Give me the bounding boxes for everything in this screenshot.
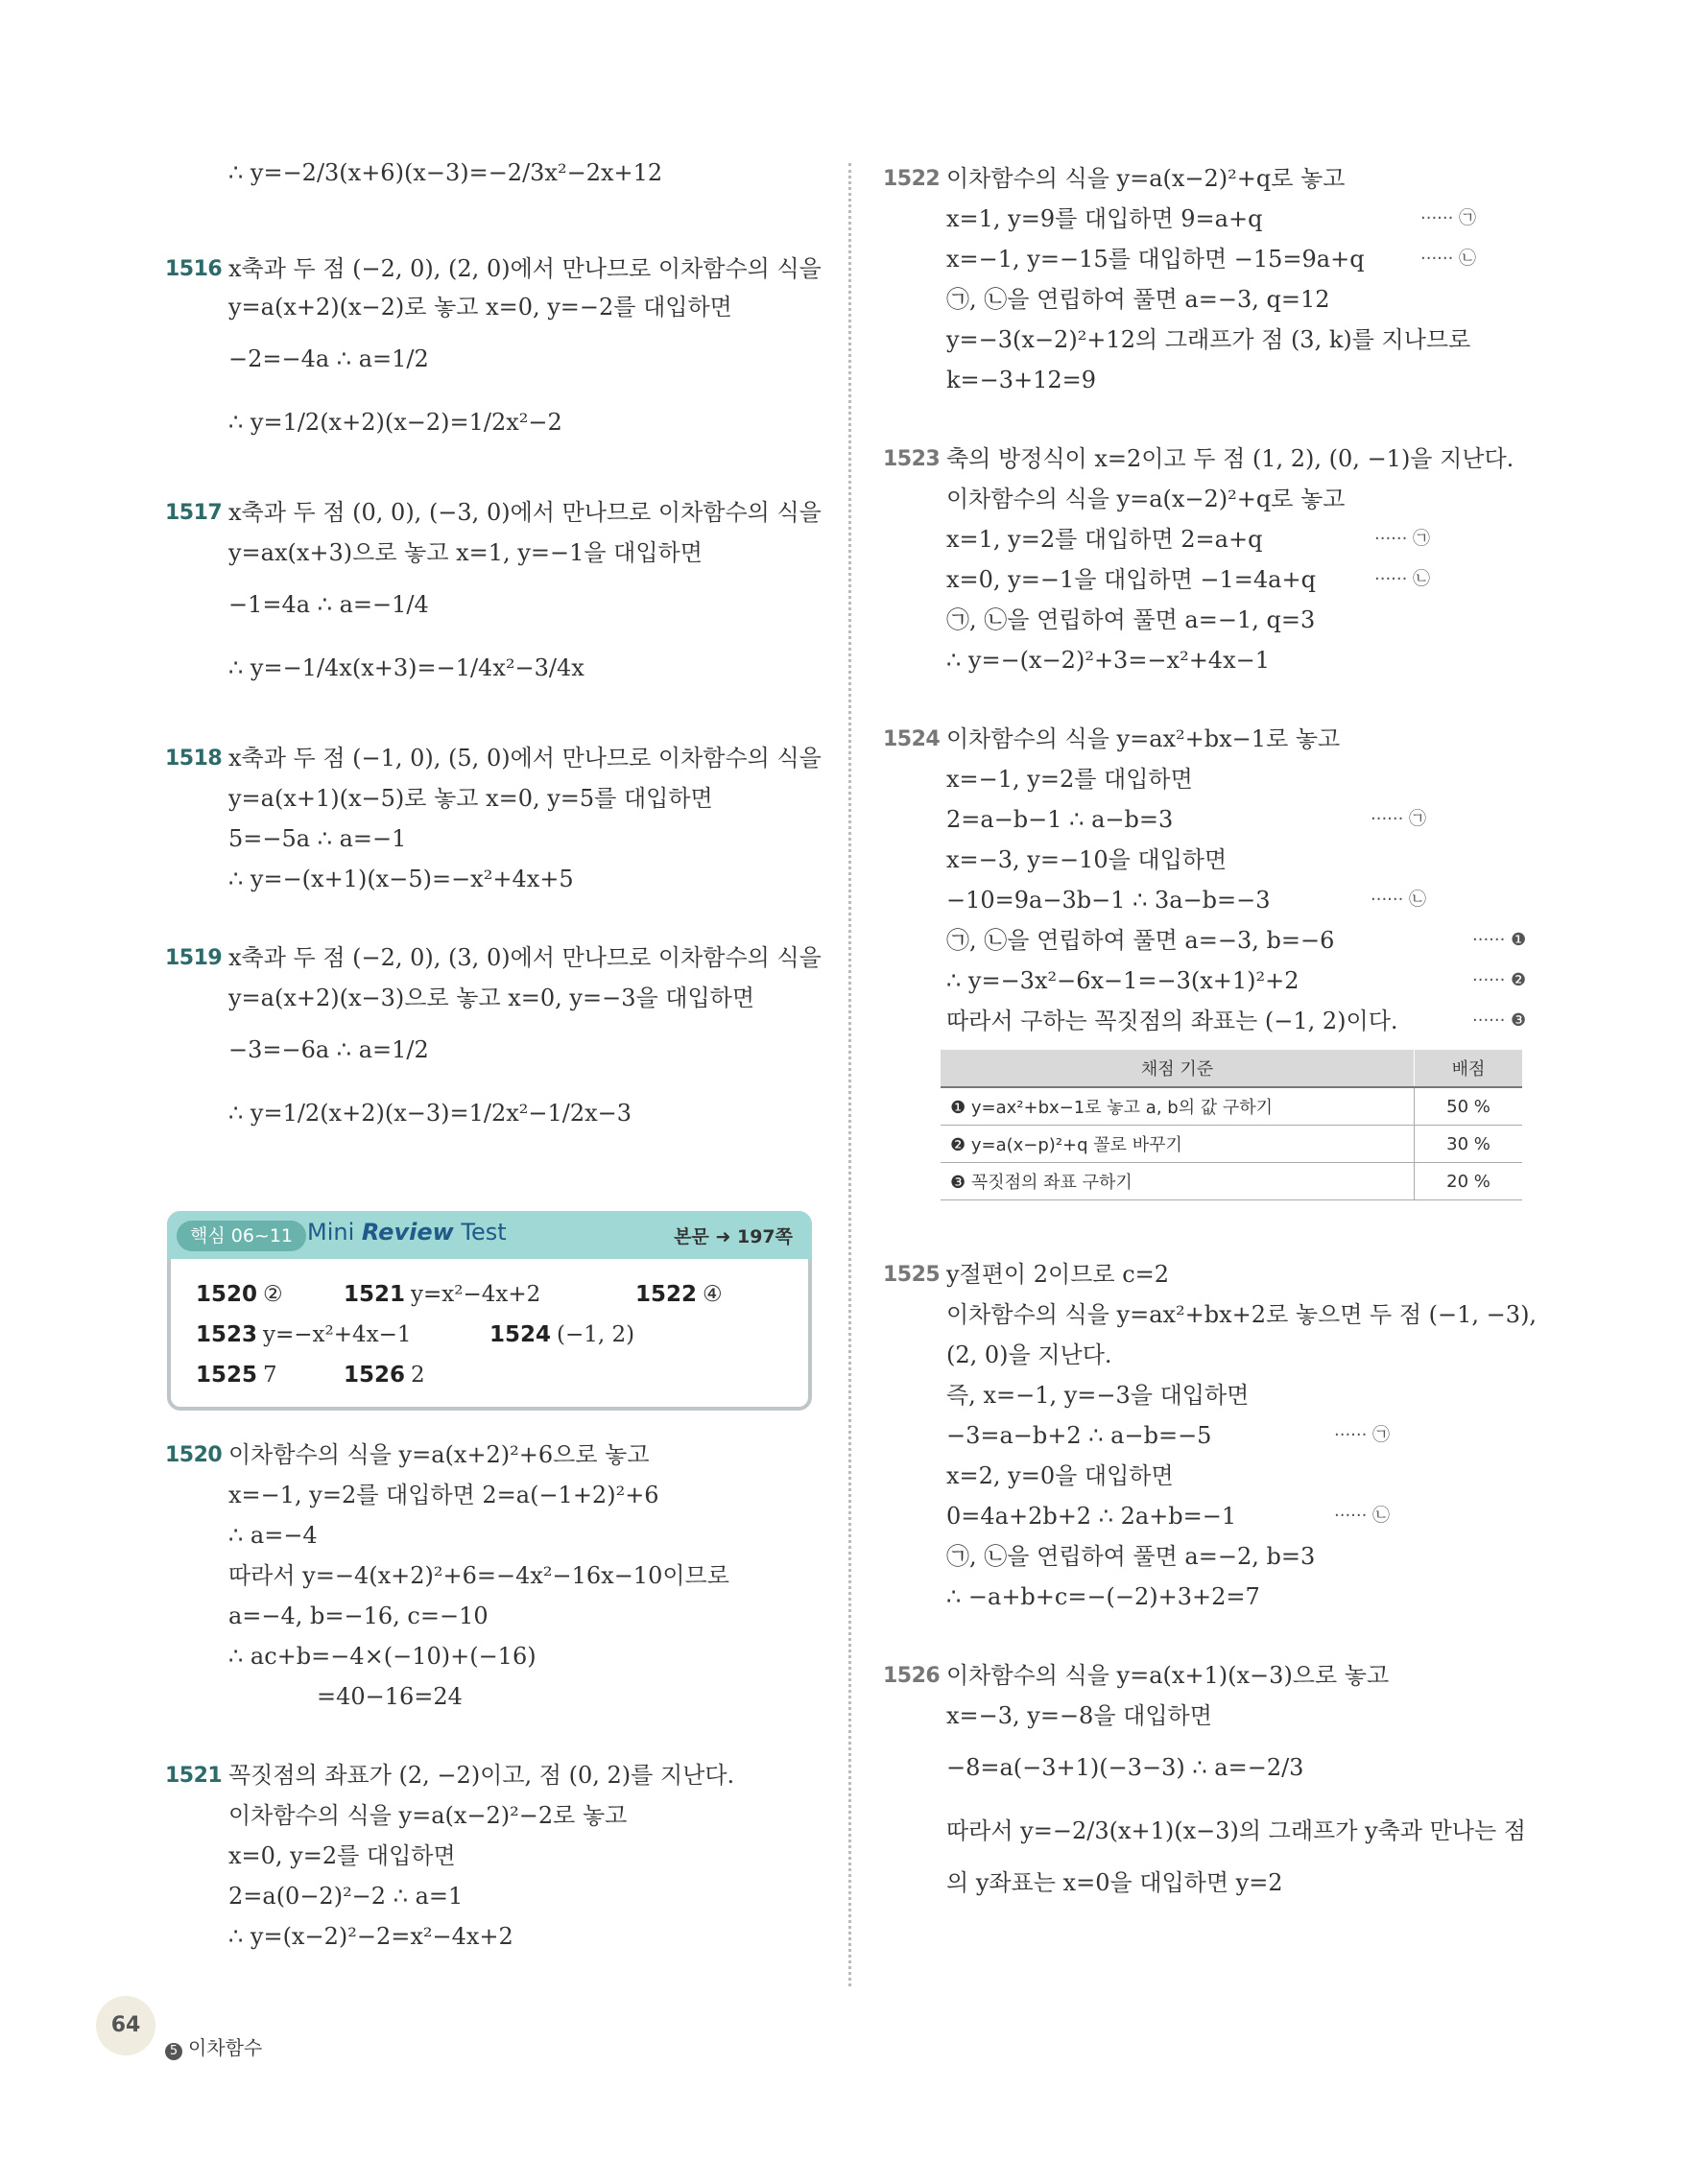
solution-line: ㉠, ㉡을 연립하여 풀면 a=−3, b=−6	[946, 927, 1335, 954]
grading-header-score: 배점	[1415, 1050, 1523, 1087]
solution-line: 이차함수의 식을 y=a(x+2)²+6으로 놓고	[228, 1441, 650, 1468]
problem-number: 1525	[883, 1263, 941, 1287]
solution-line: 따라서 y=−2/3(x+1)(x−3)의 그래프가 y축과 만나는 점	[946, 1817, 1526, 1844]
equation-marker: ······ ㉡	[1334, 1506, 1391, 1526]
mini-review-page-ref: 본문 ➜ 197쪽	[674, 1226, 793, 1247]
solution-line: x=0, y=−1을 대입하면 −1=4a+q	[946, 566, 1316, 593]
solution-line: ∴ y=(x−2)²−2=x²−4x+2	[228, 1923, 513, 1950]
problem-number: 1524	[883, 727, 941, 751]
solution-line: −8=a(−3+1)(−3−3) ∴ a=−2/3	[946, 1754, 1304, 1781]
solution-line: (2, 0)을 지난다.	[946, 1341, 1112, 1368]
solution-line: a=−4, b=−16, c=−10	[228, 1602, 489, 1629]
table-row: ❷ y=a(x−p)²+q 꼴로 바꾸기 30 %	[941, 1126, 1522, 1163]
solution-line: x축과 두 점 (−1, 0), (5, 0)에서 만나므로 이차함수의 식을	[228, 745, 822, 772]
solution-line: x=−3, y=−8을 대입하면	[946, 1702, 1212, 1729]
solution-line: ∴ y=−1/4x(x+3)=−1/4x²−3/4x	[228, 654, 584, 681]
column-divider	[848, 163, 851, 1986]
problem-number: 1522	[883, 167, 941, 191]
solution-line: k=−3+12=9	[946, 367, 1097, 393]
equation-marker: ······ ❶	[1472, 930, 1527, 950]
solution-line: y절편이 2이므로 c=2	[946, 1261, 1170, 1288]
equation-marker: ······ ㉡	[1371, 890, 1427, 910]
table-row: ❸ 꼭짓점의 좌표 구하기 20 %	[941, 1163, 1522, 1200]
solution-line: x=−1, y=2를 대입하면	[946, 766, 1193, 793]
solution-line: 꼭짓점의 좌표가 (2, −2)이고, 점 (0, 2)를 지난다.	[228, 1762, 735, 1789]
problem-number: 1518	[165, 747, 223, 771]
solution-line: 0=4a+2b+2 ∴ 2a+b=−1	[946, 1503, 1237, 1530]
problem-number: 1519	[165, 946, 223, 970]
solution-line: 5=−5a ∴ a=−1	[228, 825, 407, 852]
solution-line: 이차함수의 식을 y=a(x−2)²+q로 놓고	[946, 165, 1346, 192]
solution-line: 축의 방정식이 x=2이고 두 점 (1, 2), (0, −1)을 지난다.	[946, 445, 1514, 472]
solution-line: 2=a(0−2)²−2 ∴ a=1	[228, 1883, 464, 1910]
solution-line: 이차함수의 식을 y=ax²+bx−1로 놓고	[946, 725, 1341, 752]
solution-line: 이차함수의 식을 y=a(x−2)²+q로 놓고	[946, 486, 1346, 512]
solution-line: −3=a−b+2 ∴ a−b=−5	[946, 1422, 1212, 1449]
solution-line: 따라서 y=−4(x+2)²+6=−4x²−16x−10이므로	[228, 1562, 729, 1589]
mini-review-title: Mini Review Test	[307, 1219, 507, 1246]
solution-line: y=a(x+1)(x−5)로 놓고 x=0, y=5를 대입하면	[228, 785, 713, 812]
mini-review-answer: 1526 2	[344, 1363, 425, 1388]
solution-line: ∴ a=−4	[228, 1522, 318, 1549]
solution-line: ∴ −a+b+c=−(−2)+3+2=7	[946, 1583, 1260, 1610]
solution-line: y=ax(x+3)으로 놓고 x=1, y=−1을 대입하면	[228, 539, 703, 566]
equation-marker: ······ ㉡	[1374, 569, 1431, 589]
solution-line: ∴ y=−2/3(x+6)(x−3)=−2/3x²−2x+12	[228, 159, 663, 186]
mini-review-header	[167, 1211, 812, 1259]
solution-line: −3=−6a ∴ a=1/2	[228, 1036, 429, 1063]
solution-line: y=a(x+2)(x−2)로 놓고 x=0, y=−2를 대입하면	[228, 294, 732, 320]
equation-marker: ······ ㉠	[1371, 809, 1427, 829]
solution-line: x축과 두 점 (0, 0), (−3, 0)에서 만나므로 이차함수의 식을	[228, 499, 822, 526]
problem-number: 1521	[165, 1764, 223, 1788]
solution-line: 의 y좌표는 x=0을 대입하면 y=2	[946, 1869, 1283, 1896]
problem-number: 1517	[165, 501, 223, 525]
solution-line: x=1, y=2를 대입하면 2=a+q	[946, 526, 1263, 553]
equation-marker: ······ ❸	[1472, 1010, 1527, 1031]
solution-line: ㉠, ㉡을 연립하여 풀면 a=−1, q=3	[946, 606, 1316, 633]
solution-line: ㉠, ㉡을 연립하여 풀면 a=−2, b=3	[946, 1543, 1316, 1570]
solution-line: x=2, y=0을 대입하면	[946, 1462, 1174, 1489]
grading-table	[941, 1050, 1522, 1200]
solution-line: 이차함수의 식을 y=a(x+1)(x−3)으로 놓고	[946, 1662, 1390, 1689]
equation-marker: ······ ㉠	[1334, 1425, 1391, 1445]
solution-line: 따라서 구하는 꼭짓점의 좌표는 (−1, 2)이다.	[946, 1008, 1398, 1034]
solution-line: −1=4a ∴ a=−1/4	[228, 591, 429, 618]
problem-number: 1520	[165, 1443, 223, 1467]
solution-line: 이차함수의 식을 y=a(x−2)²−2로 놓고	[228, 1802, 628, 1829]
solution-line: x=−3, y=−10을 대입하면	[946, 846, 1228, 873]
mini-review-tag: 핵심 06~11	[177, 1221, 306, 1251]
solution-line: 이차함수의 식을 y=ax²+bx+2로 놓으면 두 점 (−1, −3),	[946, 1301, 1538, 1328]
solution-line: ㉠, ㉡을 연립하여 풀면 a=−3, q=12	[946, 286, 1330, 313]
mini-review-answer: 1523 y=−x²+4x−1	[196, 1322, 412, 1347]
problem-number: 1516	[165, 257, 223, 281]
solution-line: x=−1, y=2를 대입하면 2=a(−1+2)²+6	[228, 1482, 659, 1508]
mini-review-answer: 1525 7	[196, 1363, 277, 1388]
table-row: ❶ y=ax²+bx−1로 놓고 a, b의 값 구하기 50 %	[941, 1087, 1522, 1126]
problem-number: 1523	[883, 447, 941, 471]
equation-marker: ······ ㉡	[1420, 249, 1477, 269]
solution-line: x=−1, y=−15를 대입하면 −15=9a+q	[946, 246, 1365, 273]
page-number: 64	[96, 1996, 155, 2055]
equation-marker: ······ ㉠	[1374, 529, 1431, 549]
solution-line: y=a(x+2)(x−3)으로 놓고 x=0, y=−3을 대입하면	[228, 985, 755, 1011]
solution-line: ∴ ac+b=−4×(−10)+(−16)	[228, 1643, 537, 1670]
solution-line: x=1, y=9를 대입하면 9=a+q	[946, 205, 1263, 232]
grading-header-criteria: 채점 기준	[941, 1050, 1415, 1087]
solution-line: x축과 두 점 (−2, 0), (3, 0)에서 만나므로 이차함수의 식을	[228, 944, 822, 971]
mini-review-answer: 1520 ②	[196, 1282, 283, 1307]
equation-marker: ······ ❷	[1472, 970, 1527, 990]
chapter-label: 5 이차함수	[165, 2032, 262, 2060]
solution-line: =40−16=24	[317, 1683, 463, 1710]
mini-review-answer: 1522 ④	[635, 1282, 723, 1307]
equation-marker: ······ ㉠	[1420, 208, 1477, 228]
solution-line: ∴ y=−(x−2)²+3=−x²+4x−1	[946, 647, 1270, 674]
solution-line: ∴ y=−(x+1)(x−5)=−x²+4x+5	[228, 866, 574, 892]
solution-line: 즉, x=−1, y=−3을 대입하면	[946, 1382, 1250, 1409]
mini-review-answer: 1521 y=x²−4x+2	[344, 1282, 541, 1307]
solution-line: x축과 두 점 (−2, 0), (2, 0)에서 만나므로 이차함수의 식을	[228, 255, 822, 282]
solution-line: y=−3(x−2)²+12의 그래프가 점 (3, k)를 지나므로	[946, 326, 1471, 353]
solution-line: ∴ y=1/2(x+2)(x−3)=1/2x²−1/2x−3	[228, 1100, 632, 1127]
solution-line: −2=−4a ∴ a=1/2	[228, 345, 429, 372]
solution-line: −10=9a−3b−1 ∴ 3a−b=−3	[946, 887, 1271, 914]
solution-line: ∴ y=1/2(x+2)(x−2)=1/2x²−2	[228, 409, 562, 436]
solution-line: x=0, y=2를 대입하면	[228, 1842, 456, 1869]
solution-line: ∴ y=−3x²−6x−1=−3(x+1)²+2	[946, 967, 1300, 994]
problem-number: 1526	[883, 1664, 941, 1688]
mini-review-answer: 1524 (−1, 2)	[489, 1322, 635, 1347]
solution-line: 2=a−b−1 ∴ a−b=3	[946, 806, 1174, 833]
